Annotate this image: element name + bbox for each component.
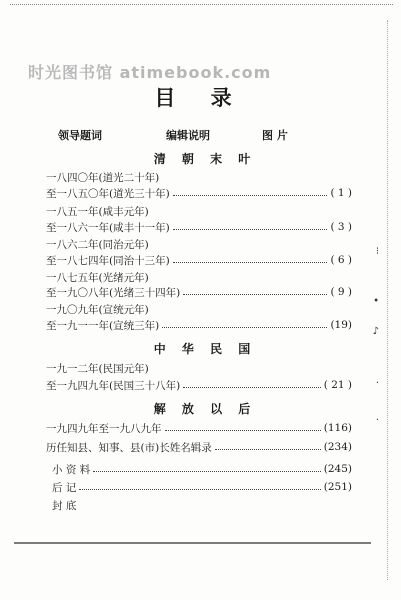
toc-entry <box>52 498 352 512</box>
toc-entry <box>46 361 352 375</box>
toc-entry-text: 一八四〇年(道光二十年) <box>46 171 160 184</box>
dot-leader <box>162 327 327 328</box>
page-top-edge <box>10 4 393 7</box>
dot-leader <box>183 294 327 295</box>
toc-entry <box>46 253 352 267</box>
section-heading-qing: 清 朝 末 叶 <box>153 152 257 166</box>
toc-entry <box>46 237 352 251</box>
toc-page-number: ( 9 ) <box>330 286 352 298</box>
toc-page-number: ( 6 ) <box>330 254 352 266</box>
toc-entry-text: 后 记 <box>52 481 77 494</box>
toc-entry-text: 一九一二年(民国元年) <box>46 362 149 375</box>
toc-page-number: (116) <box>323 422 352 434</box>
toc-entry-text: 一八六二年(同治元年) <box>46 238 149 251</box>
toc-entry <box>46 270 352 284</box>
front-item-editorial-note: 编辑说明 <box>166 129 210 142</box>
toc-entry-text: 至一八六一年(咸丰十一年) <box>46 221 170 234</box>
dot-leader <box>173 195 328 196</box>
toc-entry <box>46 318 352 332</box>
page-right-edge <box>387 20 389 580</box>
toc-entry <box>46 378 352 392</box>
toc-entry <box>46 170 352 184</box>
dot-leader <box>173 229 328 230</box>
toc-entry-text: 一九〇九年(宣统元年) <box>46 303 149 316</box>
toc-entry-text: 封 底 <box>52 499 77 512</box>
page-title: 目 录 <box>154 85 246 110</box>
toc-page-number: (19) <box>330 319 352 331</box>
front-item-inscription: 领导题词 <box>58 129 102 142</box>
dot-leader <box>79 489 320 490</box>
toc-entry <box>52 462 352 476</box>
toc-entry <box>46 204 352 218</box>
toc-page-number: (251) <box>323 481 352 493</box>
watermark: 时光图书馆 atimebook.com <box>28 63 272 82</box>
scan-mark: • <box>373 296 379 307</box>
toc-entry-text: 至一九〇八年(光绪三十四年) <box>46 286 181 299</box>
toc-entry-text: 至一九四九年(民国三十八年) <box>46 379 181 392</box>
section-heading-roc: 中 华 民 国 <box>153 342 257 356</box>
toc-entry-text: 至一八七四年(同治十三年) <box>46 254 170 267</box>
toc-entry-text: 至一九一一年(宣统三年) <box>46 319 160 332</box>
toc-page-number: (234) <box>323 441 352 453</box>
toc-entry <box>46 186 352 200</box>
scan-mark: · <box>375 378 379 389</box>
toc-entry <box>52 480 352 494</box>
dot-leader <box>183 387 321 388</box>
toc-entry-text: 小 资 料 <box>52 463 91 476</box>
scan-mark: · <box>375 415 379 426</box>
toc-entry-text: 至一八五〇年(道光三十年) <box>46 187 170 200</box>
toc-entry <box>46 421 352 435</box>
toc-entry-text: 一八七五年(光绪元年) <box>46 271 149 284</box>
toc-entry <box>46 285 352 299</box>
toc-page-number: (245) <box>323 463 352 475</box>
toc-entry-text: 一八五一年(咸丰元年) <box>46 205 149 218</box>
dot-leader <box>215 449 321 450</box>
dot-leader <box>93 471 321 472</box>
section-heading-liberation: 解 放 以 后 <box>153 402 257 416</box>
scan-mark: ♪ <box>372 326 379 337</box>
toc-entry-text: 历任知县、知事、县(市)长姓名辑录 <box>46 441 212 454</box>
front-item-photos: 图 片 <box>262 129 288 142</box>
dot-leader <box>165 430 321 431</box>
page-bottom-rule <box>14 542 371 546</box>
toc-page-number: ( 21 ) <box>323 379 352 391</box>
toc-entry <box>46 220 352 234</box>
dot-leader <box>173 262 328 263</box>
toc-entry <box>46 302 352 316</box>
scan-mark: ⁝ <box>375 246 379 257</box>
toc-entry-text: 一九四九年至一九八九年 <box>46 422 162 435</box>
toc-entry <box>46 440 352 454</box>
toc-page-number: ( 3 ) <box>330 221 352 233</box>
toc-page-number: ( 1 ) <box>330 187 352 199</box>
